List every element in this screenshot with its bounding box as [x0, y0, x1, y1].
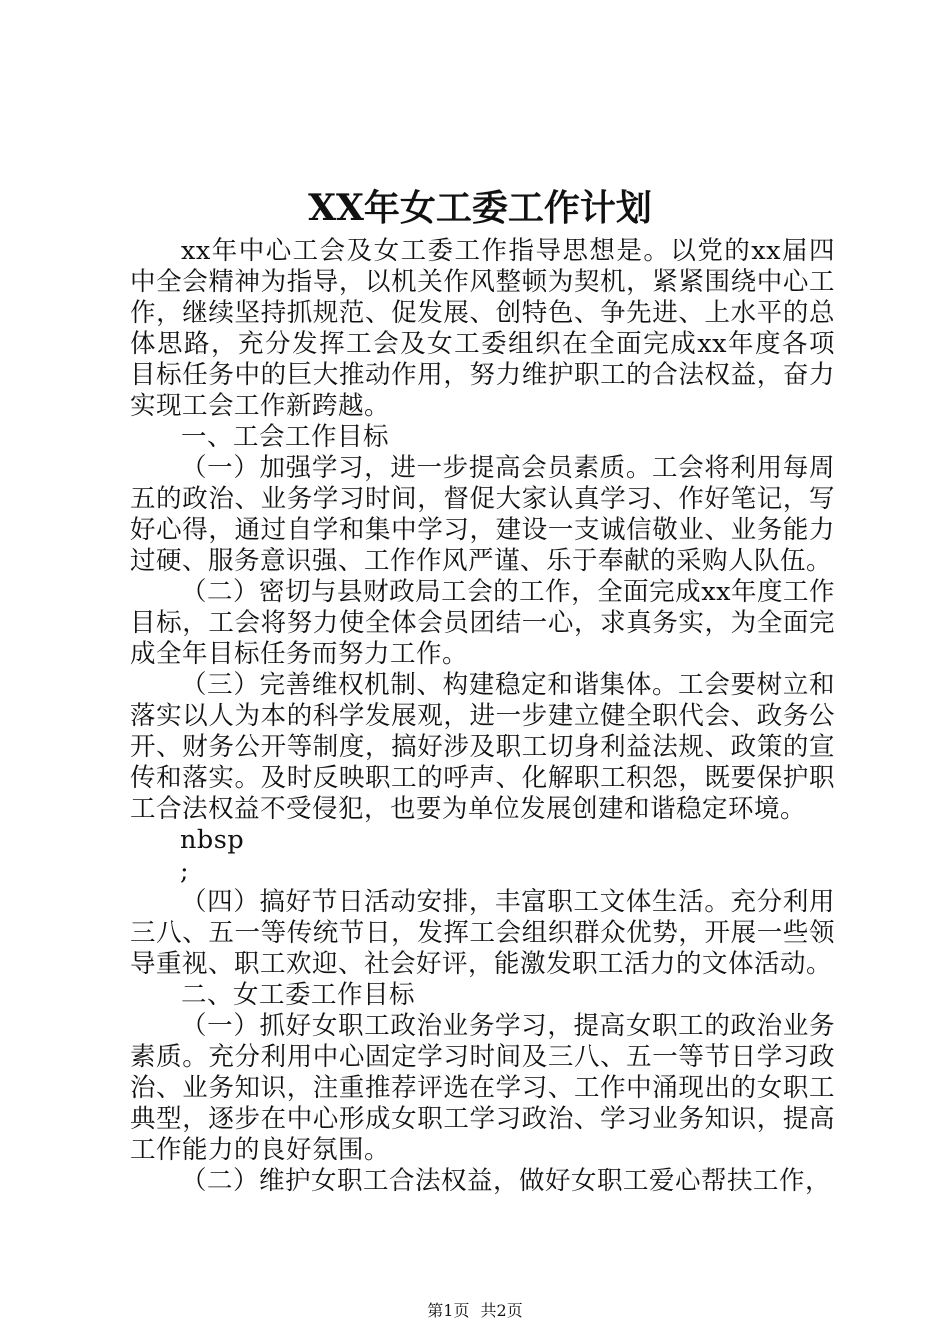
- paragraph-women-item-1: （一）抓好女职工政治业务学习，提高女职工的政治业务素质。充分利用中心固定学习时间及三八、五一等节日学习政治、业务知识，注重推荐评选在学习、工作中涌现出的女职工典型，逐步在中心形成女职工学习政治、学习业务知识，提高工作能力的良好氛围。: [130, 1011, 835, 1165]
- paragraph-union-item-2: （二）密切与县财政局工会的工作，全面完成xx年度工作目标，工会将努力使全体会员团结一心，求真务实，为全面完成全年目标任务而努力工作。: [130, 577, 835, 669]
- paragraph-union-item-3: （三）完善维权机制、构建稳定和谐集体。工会要树立和落实以人为本的科学发展观，进一步建立健全职代会、政务公开、财务公开等制度，搞好涉及职工切身利益法规、政策的宣传和落实。及时反映职工的呼声、化解职工积怨，既要保护职工合法权益不受侵犯，也要为单位发展创建和谐稳定环境。: [130, 670, 835, 824]
- document-body: [130, 236, 835, 1197]
- paragraph-union-item-4: （四）搞好节日活动安排，丰富职工文体生活。充分利用三八、五一等传统节日，发挥工会组织群众优势，开展一些领导重视、职工欢迎、社会好评，能激发职工活力的文体活动。: [130, 887, 835, 979]
- page-footer: [0, 1301, 950, 1321]
- stray-text-semicolon: ;: [180, 856, 190, 886]
- page-total: 共2页: [480, 1301, 523, 1320]
- paragraph-women-item-2: （二）维护女职工合法权益，做好女职工爱心帮扶工作，: [181, 1166, 832, 1196]
- stray-text-nbsp: nbsp: [180, 825, 245, 855]
- paragraph-intro: xx年中心工会及女工委工作指导思想是。以党的xx届四中全会精神为指导，以机关作风整顿为契机，紧紧围绕中心工作，继续坚持抓规范、促发展、创特色、争先进、上水平的总体思路，充分发挥工会及女工委组织在全面完成xx年度各项目标任务中的巨大推动作用，努力维护职工的合法权益，奋力实现工会工作新跨越。: [130, 236, 835, 421]
- section-heading-union-goals: 一、工会工作目标: [181, 422, 390, 452]
- page-number: 第1页: [427, 1301, 470, 1320]
- section-heading-women-committee-goals: 二、女工委工作目标: [181, 980, 416, 1010]
- document-title: XX年女工委工作计划: [308, 187, 652, 229]
- paragraph-union-item-1: （一）加强学习，进一步提高会员素质。工会将利用每周五的政治、业务学习时间，督促大家认真学习、作好笔记，写好心得，通过自学和集中学习，建设一支诚信敬业、业务能力过硬、服务意识强、工作作风严谨、乐于奉献的采购人队伍。: [130, 453, 835, 576]
